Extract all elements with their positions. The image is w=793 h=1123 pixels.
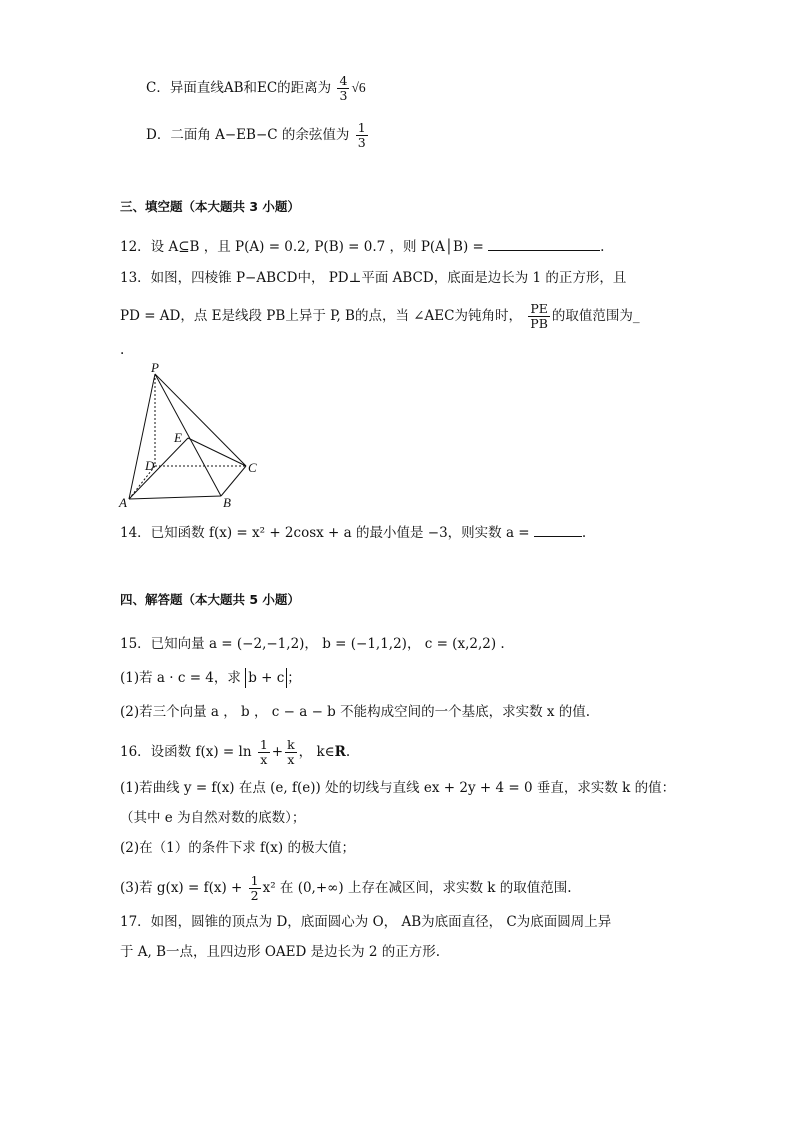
edge-bc <box>221 466 246 496</box>
q12-end: . <box>600 239 605 255</box>
answer-blank <box>488 236 600 251</box>
fraction-numerator: 1 <box>250 873 259 888</box>
fraction-numerator: 4 <box>339 73 348 88</box>
fraction-numerator: k <box>287 737 295 752</box>
plus-sign: + <box>271 744 284 760</box>
question-17-line2: 于 A, B一点，且四边形 OAED 是边长为 2 的正方形. <box>120 944 441 960</box>
option-c-fraction <box>337 74 349 103</box>
q16-line1b: ， k∈ <box>298 744 335 760</box>
q14-end: . <box>581 525 587 541</box>
question-17-line1: 17．如图，圆锥的顶点为 D，底面圆心为 O， AB为底面直径， C为底面圆周上异 <box>120 914 612 930</box>
option-c-text: C．异面直线AB和EC的距离为 <box>146 80 332 96</box>
q13-fraction <box>528 302 550 331</box>
q16-part3a: (3)若 g(x) = f(x) + <box>120 880 243 896</box>
question-16-line1 <box>120 738 350 767</box>
q16-fraction-3 <box>249 874 261 903</box>
question-13-line3: . <box>120 342 125 358</box>
label-p: P <box>151 362 159 375</box>
real-numbers-symbol: R <box>334 744 346 760</box>
label-c: C <box>248 460 257 475</box>
section-title-fill-in: 三、填空题（本大题共 3 小题） <box>120 199 300 214</box>
edge-pa <box>129 374 155 499</box>
section-title-solutions: 四、解答题（本大题共 5 小题） <box>120 592 300 607</box>
fraction-denominator: 2 <box>250 888 259 903</box>
option-d <box>146 121 370 150</box>
edge-pc <box>155 374 246 466</box>
question-12 <box>120 236 604 257</box>
fraction-numerator: PE <box>528 302 550 317</box>
q13-line2a: PD = AD，点 E是线段 PB上异于 P, B的点，当 ∠AEC为钝角时， <box>120 308 522 324</box>
q15-part1a: (1)若 a · c = 4，求 <box>120 670 241 686</box>
label-b: B <box>223 495 231 510</box>
sqrt-value: √6 <box>351 80 366 95</box>
fraction-numerator: 1 <box>259 737 268 752</box>
fraction-denominator: x <box>260 752 268 767</box>
segment-ae <box>129 438 188 499</box>
q13-line2b: 的取值范围为_ <box>551 308 640 324</box>
q16-line1-end: . <box>345 744 351 760</box>
fraction-numerator: 1 <box>357 120 366 135</box>
pyramid-figure <box>115 362 275 512</box>
edge-pb <box>155 374 221 496</box>
fraction-denominator: x <box>287 752 295 767</box>
fraction-denominator: 3 <box>357 135 366 150</box>
question-15-part1 <box>120 668 301 688</box>
q15-part1c: ； <box>287 670 301 686</box>
question-13-line2 <box>120 302 640 331</box>
label-e: E <box>174 430 182 445</box>
q14-text: 14．已知函数 f(x) = x² + 2cosx + a 的最小值是 −3，则实数 a = <box>120 525 530 541</box>
vector-magnitude: b + c <box>245 668 287 688</box>
option-d-fraction <box>356 121 368 150</box>
question-15-part2: (2)若三个向量 a ， b ， c − a − b 不能构成空间的一个基底，求实数 x 的值. <box>120 704 591 720</box>
q16-fraction-2 <box>285 738 297 767</box>
q16-part3b: x² 在 (0,+∞) 上存在减区间，求实数 k 的取值范围. <box>262 880 572 896</box>
question-16-part1-note: （其中 e 为自然对数的底数）； <box>120 810 306 826</box>
q12-text: 12．设 A⊆B ，且 P(A) = 0.2, P(B) = 0.7 ，则 P(A│B) = <box>120 239 484 255</box>
label-d: D <box>145 458 155 473</box>
fraction-denominator: PB <box>530 316 548 331</box>
fraction-denominator: 3 <box>339 88 348 103</box>
question-13-line1: 13．如图，四棱锥 P−ABCD中， PD⊥平面 ABCD，底面是边长为 1 的正方形，且 <box>120 270 627 286</box>
answer-blank <box>534 522 582 537</box>
question-16-part2: (2)在（1）的条件下求 f(x) 的极大值； <box>120 840 355 856</box>
question-16-part3 <box>120 874 572 903</box>
option-c <box>146 74 366 103</box>
question-16-part1: (1)若曲线 y = f(x) 在点 (e, f(e)) 处的切线与直线 ex + 2y + 4 = 0 垂直，求实数 k 的值： <box>120 780 676 796</box>
question-15-line1: 15．已知向量 a = (−2,−1,2)， b = (−1,1,2)， c = (x,2,2) . <box>120 636 505 652</box>
option-d-text: D．二面角 A−EB−C 的余弦值为 <box>146 127 350 143</box>
label-a: A <box>119 495 127 510</box>
question-14 <box>120 522 586 543</box>
q16-line1a: 16．设函数 f(x) = ln <box>120 744 252 760</box>
q16-fraction-1 <box>258 738 270 767</box>
edge-ab <box>129 496 221 499</box>
